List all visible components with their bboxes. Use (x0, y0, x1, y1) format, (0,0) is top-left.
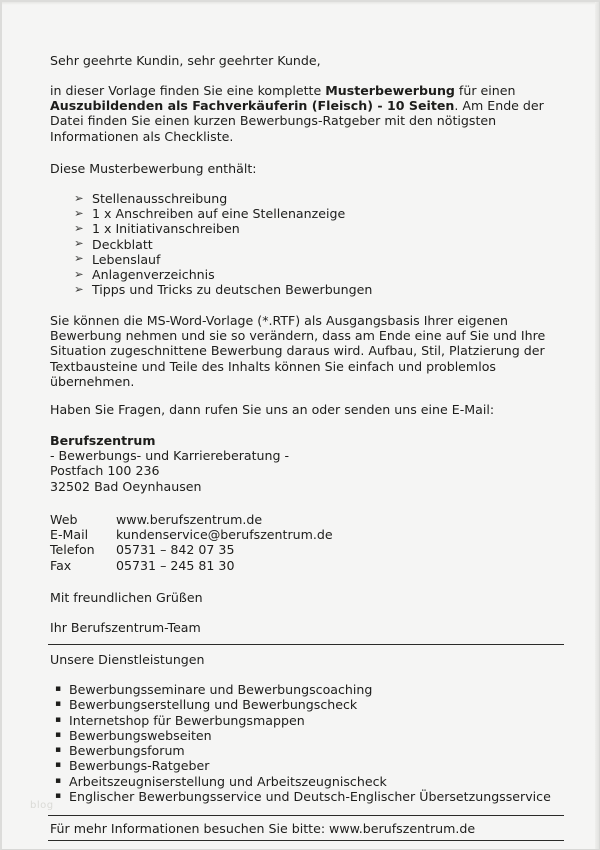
list-item (50, 713, 551, 728)
intro-text-part-3: . Am Ende der Datei finden Sie einen kurzen Bewerbungs-Ratgeber mit den nötigsten Informationen als Checkliste. (50, 98, 544, 144)
intro-text-part-2: für einen (454, 83, 516, 98)
arrow-bullet-icon: ➢ (74, 220, 84, 235)
usage-paragraph: Sie können die MS-Word-Vorlage (*.RTF) als Ausgangsbasis Ihrer eigenen Bewerbung nehmen und sie so verändern, dass am Ende eine auf Sie und Ihre Situation zugeschnittene Bewerbung daraus wird. Aufbau, Stil, Platzierung der Textbausteine und Teile des Inhalts können Sie einfach und problemlos übernehmen. (50, 313, 546, 389)
list-item (50, 728, 551, 743)
closing-line: Mit freundlichen Grüßen (50, 590, 203, 605)
list-item (50, 758, 551, 773)
intro-bold-position: Auszubildenden als Fachverkäuferin (Fleisch) - 10 Seiten (50, 98, 455, 114)
team-signature: Ihr Berufszentrum-Team (50, 620, 201, 635)
list-item (50, 682, 551, 697)
divider-below-footer (48, 840, 564, 841)
list-item (50, 267, 372, 282)
list-item (50, 282, 372, 297)
square-bullet-icon: ▪ (55, 791, 62, 802)
intro-text-part-1: in dieser Vorlage finden Sie eine komplette (50, 83, 326, 98)
list-item (50, 789, 551, 804)
company-tagline: - Bewerbungs- und Karriereberatung - (50, 448, 290, 464)
square-bullet-icon: ▪ (55, 760, 62, 771)
list-item (50, 206, 372, 221)
list-item-label: Bewerbungsseminare und Bewerbungscoaching (69, 682, 373, 697)
list-item (50, 237, 372, 252)
square-bullet-icon: ▪ (55, 775, 62, 786)
square-bullet-icon: ▪ (55, 714, 62, 725)
list-item-label: Stellenausschreibung (92, 191, 228, 206)
contact-details-table (50, 512, 333, 573)
table-row (50, 527, 333, 542)
contact-label-fax: Fax (50, 557, 72, 573)
arrow-bullet-icon: ➢ (74, 266, 84, 281)
salutation-line: Sehr geehrte Kundin, sehr geehrter Kunde, (50, 53, 321, 68)
company-name: Berufszentrum (50, 433, 156, 448)
list-item (50, 774, 551, 789)
list-item (50, 221, 372, 236)
list-item-label: Bewerbungs-Ratgeber (69, 758, 210, 774)
divider-above-services (48, 644, 564, 645)
table-row (50, 512, 333, 527)
list-item-label: Bewerbungserstellung und Bewerbungscheck (69, 697, 358, 713)
square-bullet-icon: ▪ (55, 729, 62, 740)
question-line: Haben Sie Fragen, dann rufen Sie uns an oder senden uns eine E-Mail: (50, 402, 495, 417)
arrow-bullet-icon: ➢ (74, 251, 84, 266)
arrow-bullet-icon: ➢ (74, 281, 84, 296)
list-item-label: Englischer Bewerbungsservice und Deutsch-Englischer Übersetzungsservice (69, 789, 551, 805)
square-bullet-icon: ▪ (55, 745, 62, 756)
list-item-label: 1 x Anschreiben auf eine Stellenanzeige (92, 206, 346, 222)
list-item-label: Deckblatt (92, 236, 153, 252)
list-item-label: Bewerbungsforum (69, 743, 185, 759)
list-item-label: Anlagenverzeichnis (92, 267, 215, 283)
company-city: 32502 Bad Oeynhausen (50, 478, 202, 494)
company-po-box: Postfach 100 236 (50, 463, 160, 479)
list-item-label: 1 x Initiativanschreiben (92, 221, 240, 237)
list-item-label: Internetshop für Bewerbungsmappen (69, 712, 305, 728)
list-item-label: Bewerbungswebseiten (69, 727, 212, 743)
arrow-bullet-icon: ➢ (74, 190, 84, 205)
contact-value-fax: 05731 – 245 81 30 (116, 557, 235, 573)
contact-label-web: Web (50, 512, 78, 527)
list-item (50, 191, 372, 206)
list-item (50, 743, 551, 758)
list-item-label: Arbeitszeugniserstellung und Arbeitszeugnischeck (69, 773, 387, 789)
intro-bold-musterbewerbung: Musterbewerbung (325, 83, 455, 98)
arrow-bullet-icon: ➢ (74, 236, 84, 251)
square-bullet-icon: ▪ (55, 699, 62, 710)
contact-value-telefon: 05731 – 842 07 35 (116, 542, 235, 558)
list-item (50, 697, 551, 712)
services-list (50, 682, 551, 804)
divider-above-footer (48, 815, 564, 816)
list-item-label: Tipps und Tricks zu deutschen Bewerbungen (92, 282, 373, 298)
contact-value-email: kundenservice@berufszentrum.de (116, 527, 333, 543)
watermark: blog (30, 800, 54, 811)
intro-paragraph (50, 83, 558, 144)
table-row (50, 558, 333, 573)
services-heading: Unsere Dienstleistungen (50, 652, 205, 667)
contact-value-web: www.berufszentrum.de (116, 512, 263, 527)
company-address-block (50, 433, 289, 494)
arrow-bullet-icon: ➢ (74, 205, 84, 220)
contents-heading: Diese Musterbewerbung enthält: (50, 161, 257, 176)
contents-list (50, 191, 372, 297)
list-item-label: Lebenslauf (92, 251, 161, 267)
footer-line: Für mehr Informationen besuchen Sie bitte: www.berufszentrum.de (50, 821, 476, 836)
contact-label-telefon: Telefon (50, 542, 95, 558)
table-row (50, 542, 333, 557)
contact-label-email: E-Mail (50, 527, 89, 543)
list-item (50, 252, 372, 267)
square-bullet-icon: ▪ (55, 684, 62, 694)
